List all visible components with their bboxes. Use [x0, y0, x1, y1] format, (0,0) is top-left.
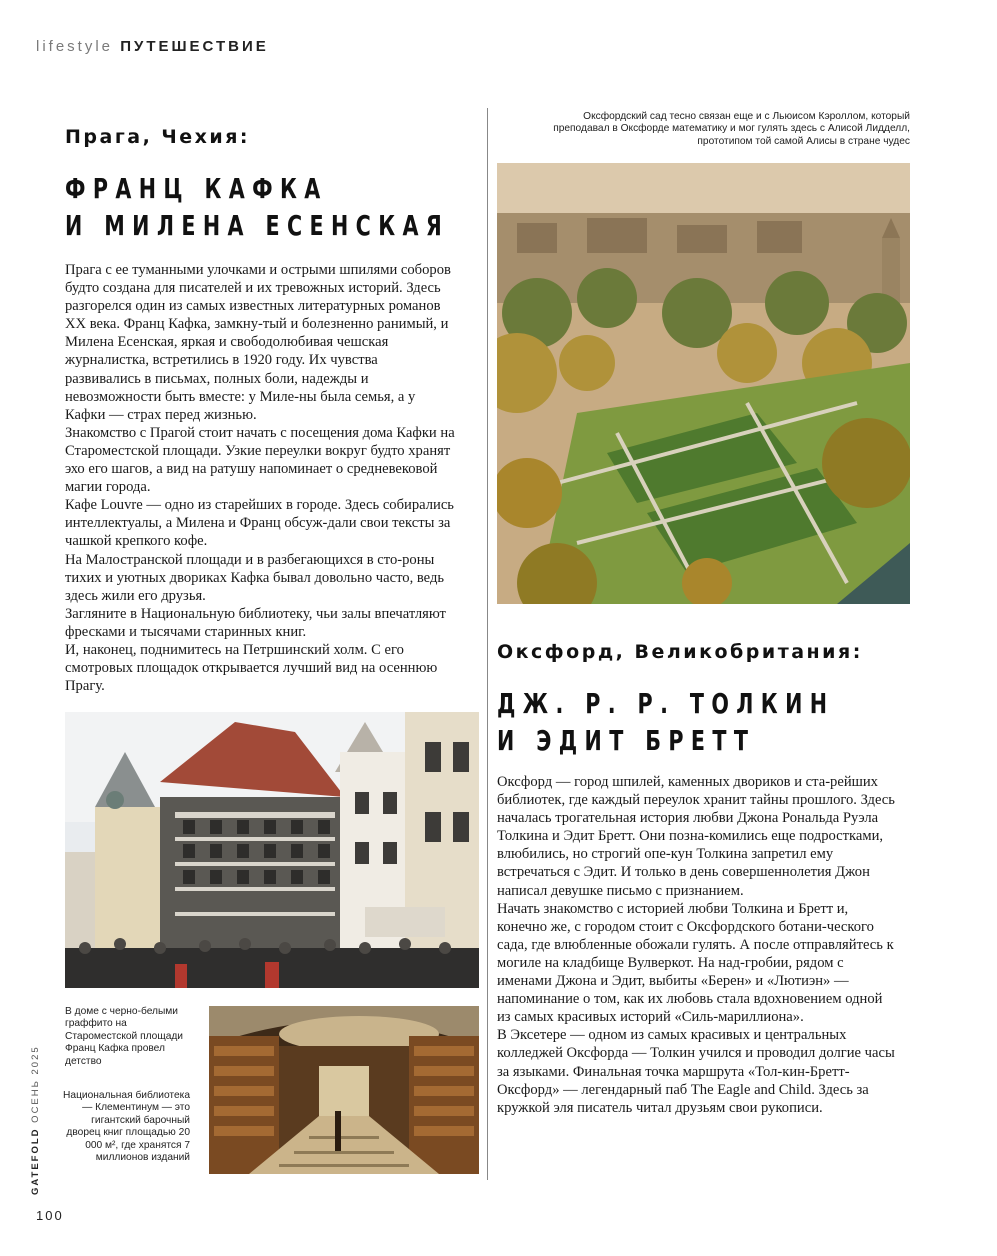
- prague-square-photo: [65, 712, 479, 988]
- column-divider: [487, 108, 488, 1180]
- magazine-brand: GATEFOLD: [30, 1127, 41, 1195]
- oxford-paragraph: Начать знакомство с историей любви Толкина и Бретт и, конечно же, с городом стоит с Оксфордского ботани-ческого сада, где влюбленные обожали гулять. А после отправляйтесь к могиле на кладбище Вулверкот. На над-гробии, рядом с именами Джона и Эдит, выбиты «Берен» и «Лютиэн» — напоминание о том, как их любовь стала вдохновением одной из самых красивых историй «Силь-мариллиона».: [497, 900, 894, 1026]
- section-title: ПУТЕШЕСТВИЕ: [120, 38, 269, 55]
- prague-city-heading: Прага, Чехия:: [65, 126, 251, 148]
- prague-paragraph: И, наконец, поднимитесь на Петршинский холм. С его смотровых площадок открывается лучший вид на осеннюю Прагу.: [65, 641, 438, 695]
- oxford-paragraph: В Эксетере — одном из самых красивых и центральных колледжей Оксфорда — Толкин учился и проводил долгие часы за языками. Финальная точка маршрута «Тол-кин-Бретт-Оксфорд» — легендарный паб The Eagle and Child. Здесь за кружкой эля писатель читал друзьям свои рукописи.: [497, 1027, 895, 1116]
- oxford-city-heading: Оксфорд, Великобритания:: [497, 641, 863, 663]
- prague-names-heading: [65, 170, 449, 244]
- prague-names-line1: ФРАНЦ КАФКА: [65, 172, 328, 205]
- oxford-article-text: [497, 773, 897, 1117]
- prague-house-caption: В доме с черно-белыми граффито на Староместской площади Франц Кафка провел детство: [65, 1006, 183, 1067]
- oxford-names-line1: ДЖ. Р. Р. ТОЛКИН: [497, 687, 835, 720]
- oxford-garden-photo: [497, 163, 910, 604]
- issue-label: ОСЕНЬ 2025: [30, 1045, 41, 1123]
- prague-paragraph: Кафе Louvre — одно из старейших в городе. Здесь собирались интеллектуалы, а Милена и Франц обсуж-дали свои тексты за чашкой крепкого кофе.: [65, 497, 454, 550]
- page-header: [36, 38, 269, 55]
- section-label: lifestyle: [36, 38, 114, 55]
- oxford-names-line2: И ЭДИТ БРЕТТ: [497, 724, 756, 757]
- prague-article-text: [65, 261, 455, 695]
- prague-paragraph: Знакомство с Прагой стоит начать с посещения дома Кафки на Староместской площади. Узкие переулки вокруг будто хранят эхо его шагов, а вид на ратушу напоминает о средневековой магии города.: [65, 424, 455, 496]
- library-photo: [209, 1006, 479, 1174]
- oxford-paragraph: Оксфорд — город шпилей, каменных двориков и ста-рейших библиотек, где каждый переулок хранит тайны прошлого. Здесь началась трогательная история любви Джона Рональда Руэла Толкина и Эдит Бретт. Они позна-комились еще подростками, влюбились, но строгий опе-кун Толкина запретил ему встречаться с Эдит. И только в день совершеннолетия Джон написал девушке письмо с признанием.: [497, 774, 895, 899]
- prague-paragraph: Загляните в Национальную библиотеку, чьи залы впечатляют фресками и тысячами старинных книг.: [65, 605, 446, 640]
- issue-vertical-label: [30, 1045, 41, 1195]
- prague-paragraph: На Малостранской площади и в разбегающихся в сто-роны тихих и уютных двориках Кафка бывал довольно часто, ведь здесь жили его друзья.: [65, 551, 445, 604]
- library-caption: Национальная библиотека — Клементинум — это гигантский барочный дворец книг площадью 20 000 м², где хранятся 7 миллионов изданий: [63, 1090, 190, 1164]
- prague-names-line2: И МИЛЕНА ЕСЕНСКАЯ: [65, 209, 450, 242]
- oxford-garden-caption: Оксфордский сад тесно связан еще и с Льюисом Кэроллом, который преподавал в Оксфорде математику и мог гулять здесь с Алисой Лидделл, прототипом той самой Алисы в стране чудес: [553, 111, 910, 147]
- prague-paragraph: Прага с ее туманными улочками и острыми шпилями соборов будто создана для писателей и их тревожных историй. Здесь разгорелся один из самых известных литературных романов XX века. Франц Кафка, замкну-тый и болезненно ранимый, и Милена Есенская, яркая и свободолюбивая чешская журналистка, встретились в 1920 году. Их чувства развивались в письмах, полных боли, надежды и невозможности быть вместе: у Миле-ны была семья, а у Кафки — страх перед жизнью.: [65, 262, 451, 423]
- oxford-names-heading: [497, 685, 834, 759]
- page-number: 100: [36, 1208, 64, 1223]
